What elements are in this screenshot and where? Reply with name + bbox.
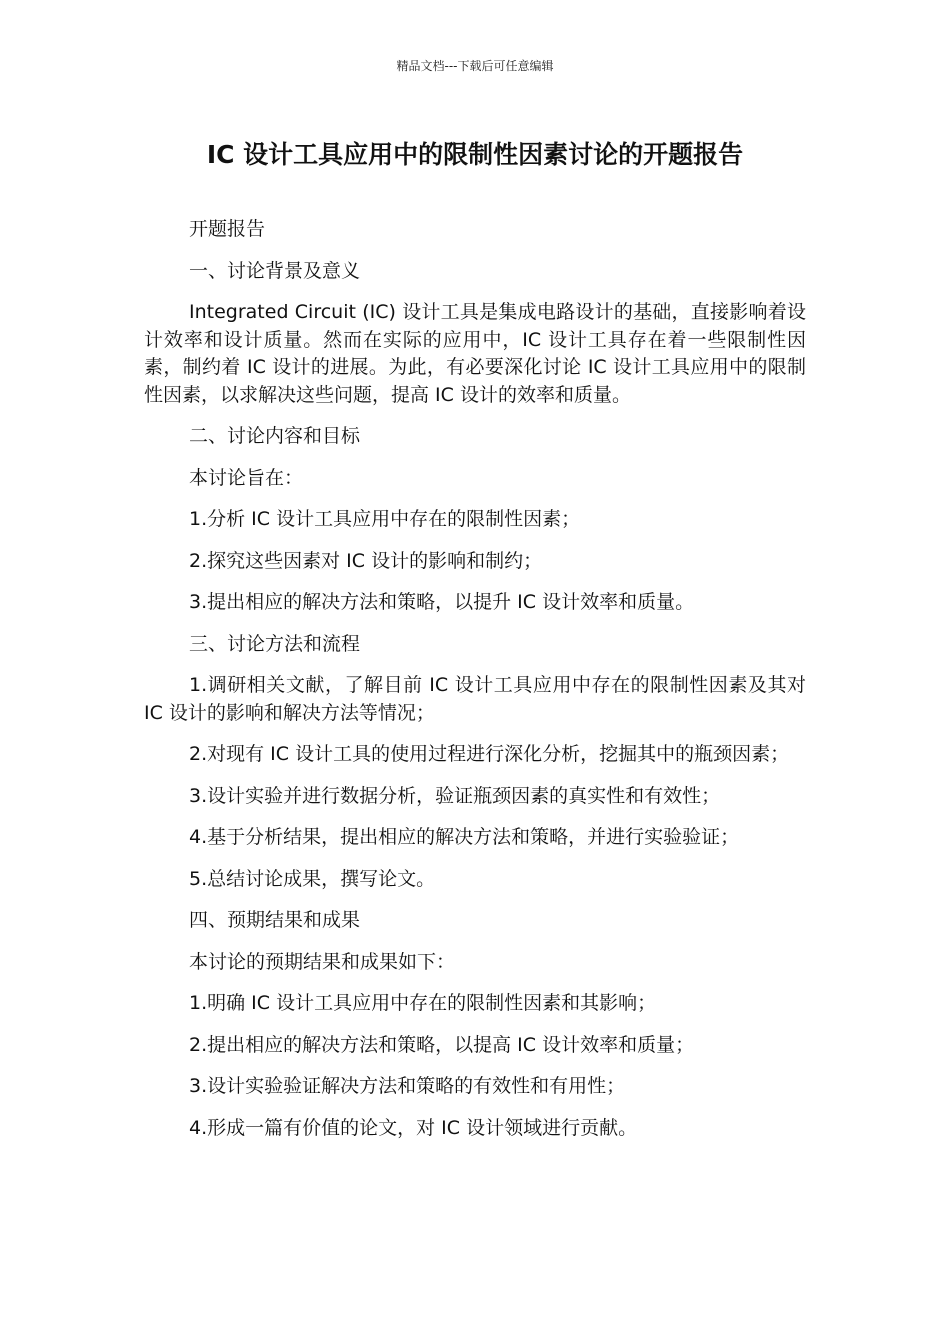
method-item: 1.调研相关文献，了解目前 IC 设计工具应用中存在的限制性因素及其对 IC 设计的影响和解决方法等情况； [144,674,806,724]
section-heading-methods: 三、讨论方法和流程 [189,632,361,655]
goal-item: 2.探究这些因素对 IC 设计的影响和制约； [189,549,543,572]
method-item: 3.设计实验并进行数据分析，验证瓶颈因素的真实性和有效性； [189,784,721,807]
results-intro: 本讨论的预期结果和成果如下： [189,950,456,973]
background-paragraph: Integrated Circuit (IC) 设计工具是集成电路设计的基础，直接影响着设计效率和设计质量。然而在实际的应用中，IC 设计工具存在着一些限制性因素，制约着 IC 设计的进展。为此，有必要深化讨论 IC 设计工具应用中的限制性因素，以求解决这些问题，提高 IC 设计的效率和质量。 [144,301,806,406]
result-item: 3.设计实验验证解决方法和策略的有效性和有用性； [189,1075,626,1097]
result-item: 4.形成一篇有价值的论文，对 IC 设计领域进行贡献。 [189,1116,638,1139]
section-label-report: 开题报告 [189,218,266,240]
section-heading-content-goals: 二、讨论内容和目标 [189,425,361,447]
section-heading-background: 一、讨论背景及意义 [189,259,361,282]
goal-item: 3.提出相应的解决方法和策略，以提升 IC 设计效率和质量。 [189,591,695,613]
page-header-note: 精品文档---下载后可任意编辑 [396,59,554,73]
result-item: 2.提出相应的解决方法和策略，以提高 IC 设计效率和质量； [189,1033,695,1056]
goals-intro: 本讨论旨在： [189,466,304,489]
method-item: 4.基于分析结果，提出相应的解决方法和策略，并进行实验验证； [189,826,740,848]
result-item: 1.明确 IC 设计工具应用中存在的限制性因素和其影响； [189,992,657,1014]
document-title: IC 设计工具应用中的限制性因素讨论的开题报告 [206,140,744,169]
method-item: 5.总结讨论成果，撰写论文。 [189,867,436,890]
goal-item: 1.分析 IC 设计工具应用中存在的限制性因素； [189,508,581,530]
section-heading-expected-results: 四、预期结果和成果 [189,909,361,931]
method-item: 2.对现有 IC 设计工具的使用过程进行深化分析，挖掘其中的瓶颈因素； [189,743,790,765]
document-body [144,216,806,1156]
